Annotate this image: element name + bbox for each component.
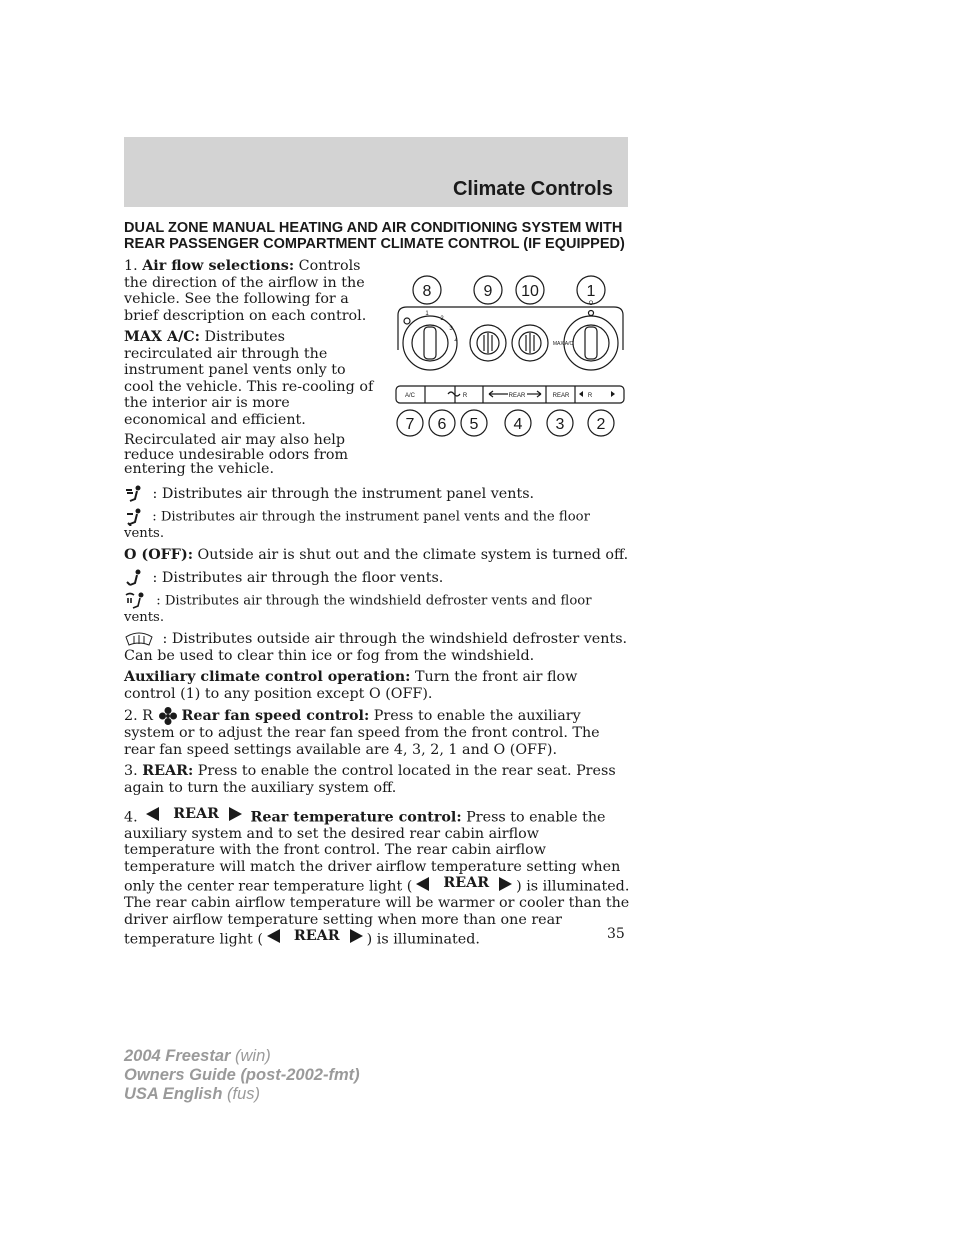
recirc-paragraph: Recirculated air may also help reduce undesirable odors from entering the vehicle. (124, 432, 349, 477)
mode-defrost: : Distributes outside air through the windshield defroster vents. Can be used to clear thin ice or fog from the windshield. (124, 631, 628, 664)
svg-text:O: O (588, 301, 594, 307)
svg-text:R: R (587, 393, 593, 399)
intro-block (124, 258, 376, 477)
svg-text:3: 3 (449, 326, 453, 332)
item4-paragraph: 4. REAR Rear temperature control: Press to enable the auxiliary system and to set the desired rear cabin airflow temperature with the front control. The rear cabin airflow temperature will match the driver airflow temperature setting when only the center rear temperature light ( REAR ) is illuminated. The rear cabin airflow temperature will be warmer or cooler than the driver airflow temperature setting when more than one rear temperature light ( REAR ) is illuminated. (124, 806, 630, 948)
mode-floor-defrost: : Distributes air through the windshield defroster vents and floor vents. (124, 593, 592, 625)
floor-defrost-vent-icon (124, 592, 148, 610)
arrow-left-icon (146, 807, 159, 821)
arrow-right-icon (350, 929, 363, 943)
rear-temp-indicator-center: REAR (416, 875, 512, 892)
svg-text:7: 7 (405, 416, 415, 433)
defrost-icon (124, 631, 154, 647)
svg-text:REAR: REAR (508, 393, 526, 399)
mode-panel-floor: : Distributes air through the instrument panel vents and the floor vents. (124, 509, 590, 541)
svg-text:1: 1 (586, 283, 596, 300)
rear-temp-indicator-multi: REAR (267, 928, 363, 945)
floor-vent-icon (124, 569, 144, 587)
mode-panel: : Distributes air through the instrument panel vents. (124, 485, 630, 503)
mode-off: O (OFF): Outside air is shut out and the climate system is turned off. (124, 547, 629, 563)
svg-text:4: 4 (513, 416, 523, 433)
arrow-right-icon (499, 877, 512, 891)
footer-line-1: 2004 Freestar (win) (124, 1047, 271, 1065)
panel-floor-vent-icon (124, 508, 144, 526)
aux-paragraph: Auxiliary climate control operation: Turn the front air flow control (1) to any position except O (OFF). (124, 669, 578, 702)
item3-paragraph: 3. REAR: Press to enable the control located in the rear seat. Press again to turn the auxiliary system off. (124, 763, 616, 796)
svg-text:10: 10 (521, 283, 539, 300)
panel-vent-icon (124, 485, 144, 503)
document-footer (124, 1047, 360, 1104)
svg-text:2: 2 (596, 416, 606, 433)
arrow-left-icon (416, 877, 429, 891)
maxac-paragraph: MAX A/C: Distributes recirculated air through the instrument panel vents only to cool the vehicle. This re-cooling of the interior air is more economical and efficient. (124, 329, 374, 428)
svg-text:4: 4 (454, 338, 458, 344)
svg-text:REAR: REAR (552, 393, 570, 399)
svg-text:MAX A/C: MAX A/C (552, 341, 574, 347)
page-number: 35 (607, 926, 625, 942)
svg-text:5: 5 (469, 416, 479, 433)
rear-temp-indicator: REAR (146, 806, 242, 823)
airflow-paragraph: 1. Air flow selections: Controls the direction of the airflow in the vehicle. See the following for a brief description on each control. (124, 258, 367, 324)
fan-icon (158, 707, 178, 725)
svg-text:R: R (462, 393, 468, 399)
footer-line-3: USA English (fus) (124, 1085, 260, 1103)
page-title: Climate Controls (452, 178, 613, 200)
item2-paragraph: 2. R Rear fan speed control: Press to enable the auxiliary system or to adjust the rear fan speed from the front control. The rear fan speed settings available are 4, 3, 2, 1 and O (OFF). (124, 708, 600, 758)
svg-text:A/C: A/C (404, 393, 416, 399)
section-header (124, 137, 628, 207)
svg-text:9: 9 (483, 283, 493, 300)
svg-text:8: 8 (422, 283, 432, 300)
svg-text:1: 1 (425, 311, 429, 317)
mode-floor: : Distributes air through the floor vents. (124, 569, 630, 587)
arrow-right-icon (229, 807, 242, 821)
svg-text:2: 2 (440, 316, 444, 322)
svg-text:6: 6 (437, 416, 447, 433)
main-content (124, 221, 630, 953)
arrow-left-icon (267, 929, 280, 943)
footer-line-2: Owners Guide (post-2002-fmt) (124, 1066, 360, 1084)
section-title: DUAL ZONE MANUAL HEATING AND AIR CONDITIONING SYSTEM WITH REAR PASSENGER COMPARTMENT CLIMATE CONTROL (IF EQUIPPED) (124, 220, 625, 252)
svg-text:3: 3 (555, 416, 565, 433)
